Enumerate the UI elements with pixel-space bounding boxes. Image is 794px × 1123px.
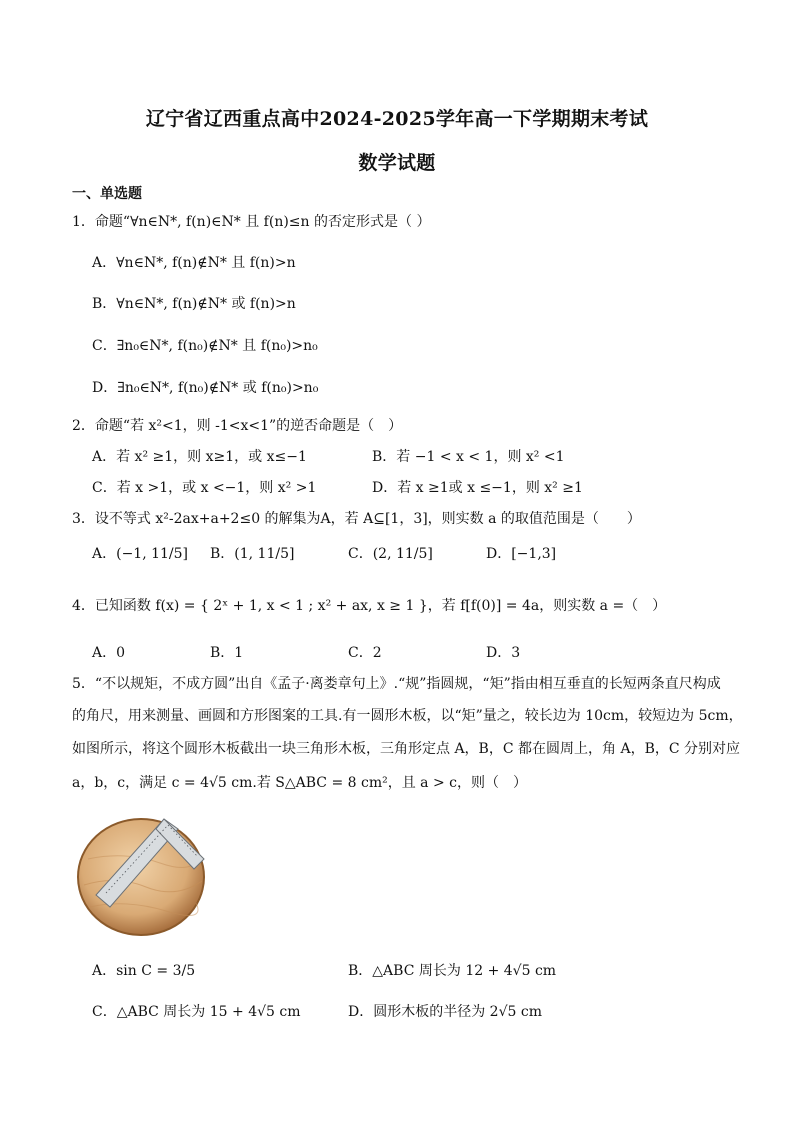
question-5-stem-line-2: 的角尺，用来测量、画圆和方形图案的工具.有一圆形木板，以“矩”量之，较长边为 10cm，较短边为 5cm， [72, 708, 743, 724]
question-5-stem-line-3: 如图所示，将这个圆形木板截出一块三角形木板，三角形定点 A，B，C 都在圆周上，角 A，B，C 分别对应 [72, 741, 741, 757]
question-4-stem: 4．已知函数 f(x) = { 2ˣ + 1, x < 1 ; x² + ax, x ≥ 1 }，若 f[f(0)] = 4a，则实数 a =（ ） [72, 598, 667, 614]
question-1-option-c: C．∃n₀∈N*, f(n₀)∉N* 且 f(n₀)>n₀ [92, 338, 318, 354]
question-5-option-a: A．sin C = 3/5 [92, 963, 196, 979]
question-4-option-b: B．1 [210, 645, 244, 661]
question-4-option-a: A．0 [92, 645, 126, 661]
question-5-option-d: D．圆形木板的半径为 2√5 cm [348, 1004, 542, 1020]
question-2-stem: 2．命题“若 x²<1，则 -1<x<1”的逆否命题是（ ） [72, 418, 403, 434]
question-2-option-c: C．若 x >1，或 x <−1，则 x² >1 [92, 480, 317, 496]
wooden-board-with-square-illustration [76, 815, 206, 937]
question-1-stem: 1．命题“∀n∈N*, f(n)∈N* 且 f(n)≤n 的否定形式是（ ） [72, 214, 431, 230]
question-3-option-a: A．(−1, 11/5] [92, 546, 189, 562]
question-1-option-a: A．∀n∈N*, f(n)∉N* 且 f(n)>n [92, 255, 296, 271]
question-1-option-b: B．∀n∈N*, f(n)∉N* 或 f(n)>n [92, 296, 296, 312]
question-5-option-b: B．△ABC 周长为 12 + 4√5 cm [348, 963, 557, 979]
question-4-option-c: C．2 [348, 645, 382, 661]
page-title: 辽宁省辽西重点高中2024-2025学年高一下学期期末考试 [145, 108, 649, 130]
question-5-option-c: C．△ABC 周长为 15 + 4√5 cm [92, 1004, 301, 1020]
question-5-stem-line-1: 5．“不以规矩，不成方圆”出自《孟子·离娄章句上》.“规”指圆规，“矩”指由相互垂直的长短两条直尺构成 [72, 676, 721, 692]
section-heading: 一、单选题 [72, 186, 142, 202]
question-1-option-d: D．∃n₀∈N*, f(n₀)∉N* 或 f(n₀)>n₀ [92, 380, 319, 396]
page-subtitle: 数学试题 [358, 152, 436, 174]
question-2-option-d: D．若 x ≥1或 x ≤−1，则 x² ≥1 [372, 480, 583, 496]
question-3-stem: 3．设不等式 x²-2ax+a+2≤0 的解集为A，若 A⊆[1，3]，则实数 a 的取值范围是（ ） [72, 511, 641, 527]
question-4-option-d: D．3 [486, 645, 521, 661]
question-3-option-c: C．(2, 11/5] [348, 546, 433, 562]
question-3-option-b: B．(1, 11/5] [210, 546, 295, 562]
question-5-stem-line-4: a，b，c，满足 c = 4√5 cm.若 S△ABC = 8 cm²，且 a > c，则（ ） [72, 775, 527, 791]
question-3-option-d: D．[−1,3] [486, 546, 557, 562]
question-2-option-b: B．若 −1 < x < 1，则 x² <1 [372, 449, 565, 465]
question-2-option-a: A．若 x² ≥1，则 x≥1，或 x≤−1 [92, 449, 307, 465]
